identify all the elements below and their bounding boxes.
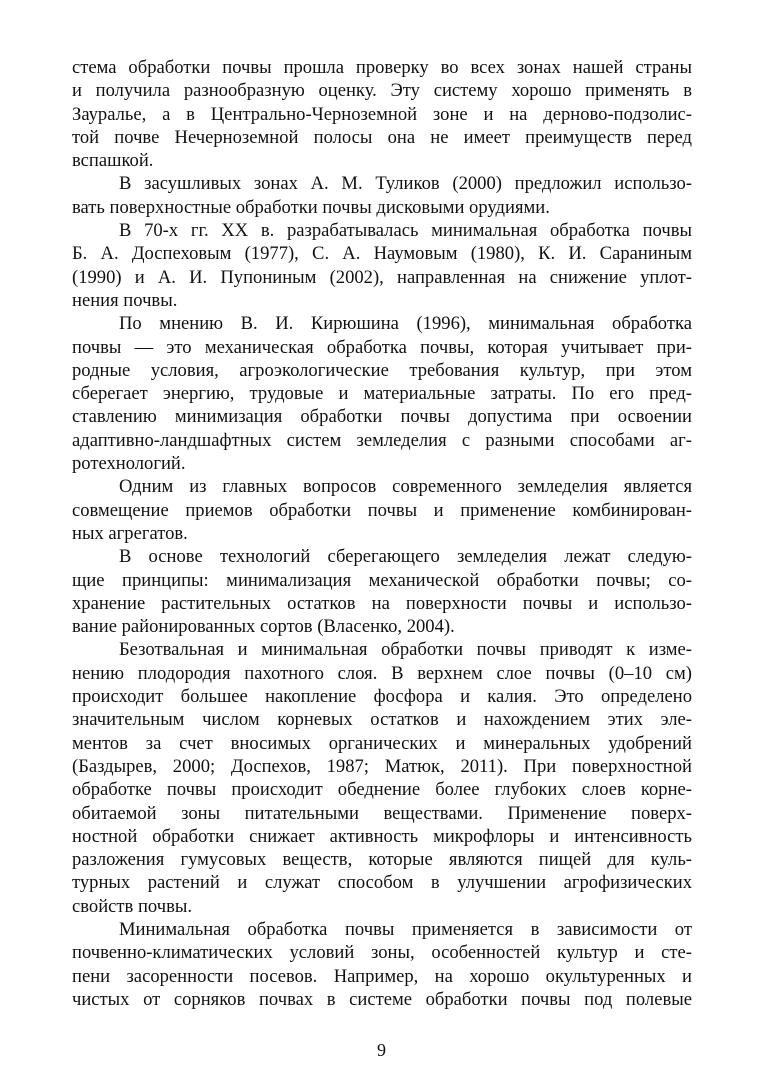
text-line: Зауралье, а в Центрально-Черноземной зоне и на дерново-подзолис- (72, 103, 692, 125)
text-line: (1990) и А. И. Пупониным (2002), направленная на снижение уплот- (72, 266, 692, 288)
paragraph (72, 918, 692, 1011)
text-line: В основе технологий сберегающего земледелия лежат следую- (119, 546, 692, 568)
text-line: хранение растительных остатков на поверхности почвы и использо- (72, 592, 692, 614)
text-line: обитаемой зоны питательными веществами. Применение поверх- (72, 802, 692, 824)
text-line: пени засоренности посевов. Например, на хорошо окультуренных и (72, 965, 692, 987)
text-line: и получила разнообразную оценку. Эту систему хорошо применять в (72, 80, 692, 102)
text-line: нению плодородия пахотного слоя. В верхнем слое почвы (0–10 см) (72, 662, 692, 684)
text-line: (Баздырев, 2000; Доспехов, 1987; Матюк, 2011). При поверхностной (72, 755, 692, 777)
paragraph (72, 219, 692, 312)
text-line: родные условия, агроэкологические требования культур, при этом (72, 359, 692, 381)
paragraph (72, 312, 692, 475)
body-text (72, 56, 692, 1011)
text-line: вспашкой. (72, 150, 154, 172)
text-line: свойств почвы. (72, 895, 192, 917)
text-line: щие принципы: минимализация механической обработки почвы; со- (72, 569, 692, 591)
text-line: турных растений и служат способом в улучшении агрофизических (72, 872, 692, 894)
text-line: ных агрегатов. (72, 522, 188, 544)
text-line: адаптивно-ландшафтных систем земледелия с разными способами аг- (72, 429, 692, 451)
text-line: ставлению минимизация обработки почвы допустима при освоении (72, 406, 692, 428)
text-line: В засушливых зонах А. М. Туликов (2000) предложил использо- (119, 173, 692, 195)
text-line: происходит большее накопление фосфора и калия. Это определено (72, 686, 692, 708)
text-line: стема обработки почвы прошла проверку во всех зонах нашей страны (72, 57, 692, 78)
text-line: Б. А. Доспеховым (1977), С. А. Наумовым (1980), К. И. Сараниным (72, 243, 692, 265)
text-line: В 70-х гг. XX в. разрабатывалась минимальная обработка почвы (119, 220, 692, 242)
text-line: разложения гумусовых веществ, которые являются пищей для куль- (72, 849, 692, 871)
paragraph (72, 475, 692, 545)
text-line: вать поверхностные обработки почвы дисковыми орудиями. (72, 196, 550, 218)
text-line: вание районированных сортов (Власенко, 2004). (72, 616, 455, 638)
text-line: По мнению В. И. Кирюшина (1996), минимальная обработка (119, 313, 692, 335)
text-line: значительным числом корневых остатков и нахождением этих эле- (72, 709, 692, 731)
paragraph (72, 638, 692, 918)
text-line: ностной обработки снижает активность микрофлоры и интенсивность (72, 825, 692, 847)
text-line: почвенно-климатических условий зоны, особенностей культур и сте- (72, 942, 692, 964)
paragraph (72, 172, 692, 219)
text-line: той почве Нечерноземной полосы она не имеет преимуществ перед (72, 126, 692, 148)
text-line: ротехнологий. (72, 453, 186, 475)
text-line: нения почвы. (72, 289, 178, 311)
page-number: 9 (377, 1040, 386, 1060)
text-line: сберегает энергию, трудовые и материальные затраты. По его пред- (72, 383, 692, 405)
paragraph (72, 56, 692, 172)
text-line: ментов за счет вносимых органических и минеральных удобрений (72, 732, 692, 754)
text-line: Одним из главных вопросов современного земледелия является (119, 476, 692, 498)
paragraph (72, 545, 692, 638)
text-line: чистых от сорняков почвах в системе обработки почвы под полевые (72, 988, 692, 1010)
text-line: почвы — это механическая обработка почвы, которая учитывает при- (72, 336, 692, 358)
text-line: совмещение приемов обработки почвы и применение комбинирован- (72, 499, 692, 521)
text-line: Безотвальная и минимальная обработки почвы приводят к изме- (119, 639, 692, 661)
text-line: обработке почвы происходит обеднение более глубоких слоев корне- (72, 779, 692, 801)
text-line: Минимальная обработка почвы применяется в зависимости от (119, 918, 692, 940)
